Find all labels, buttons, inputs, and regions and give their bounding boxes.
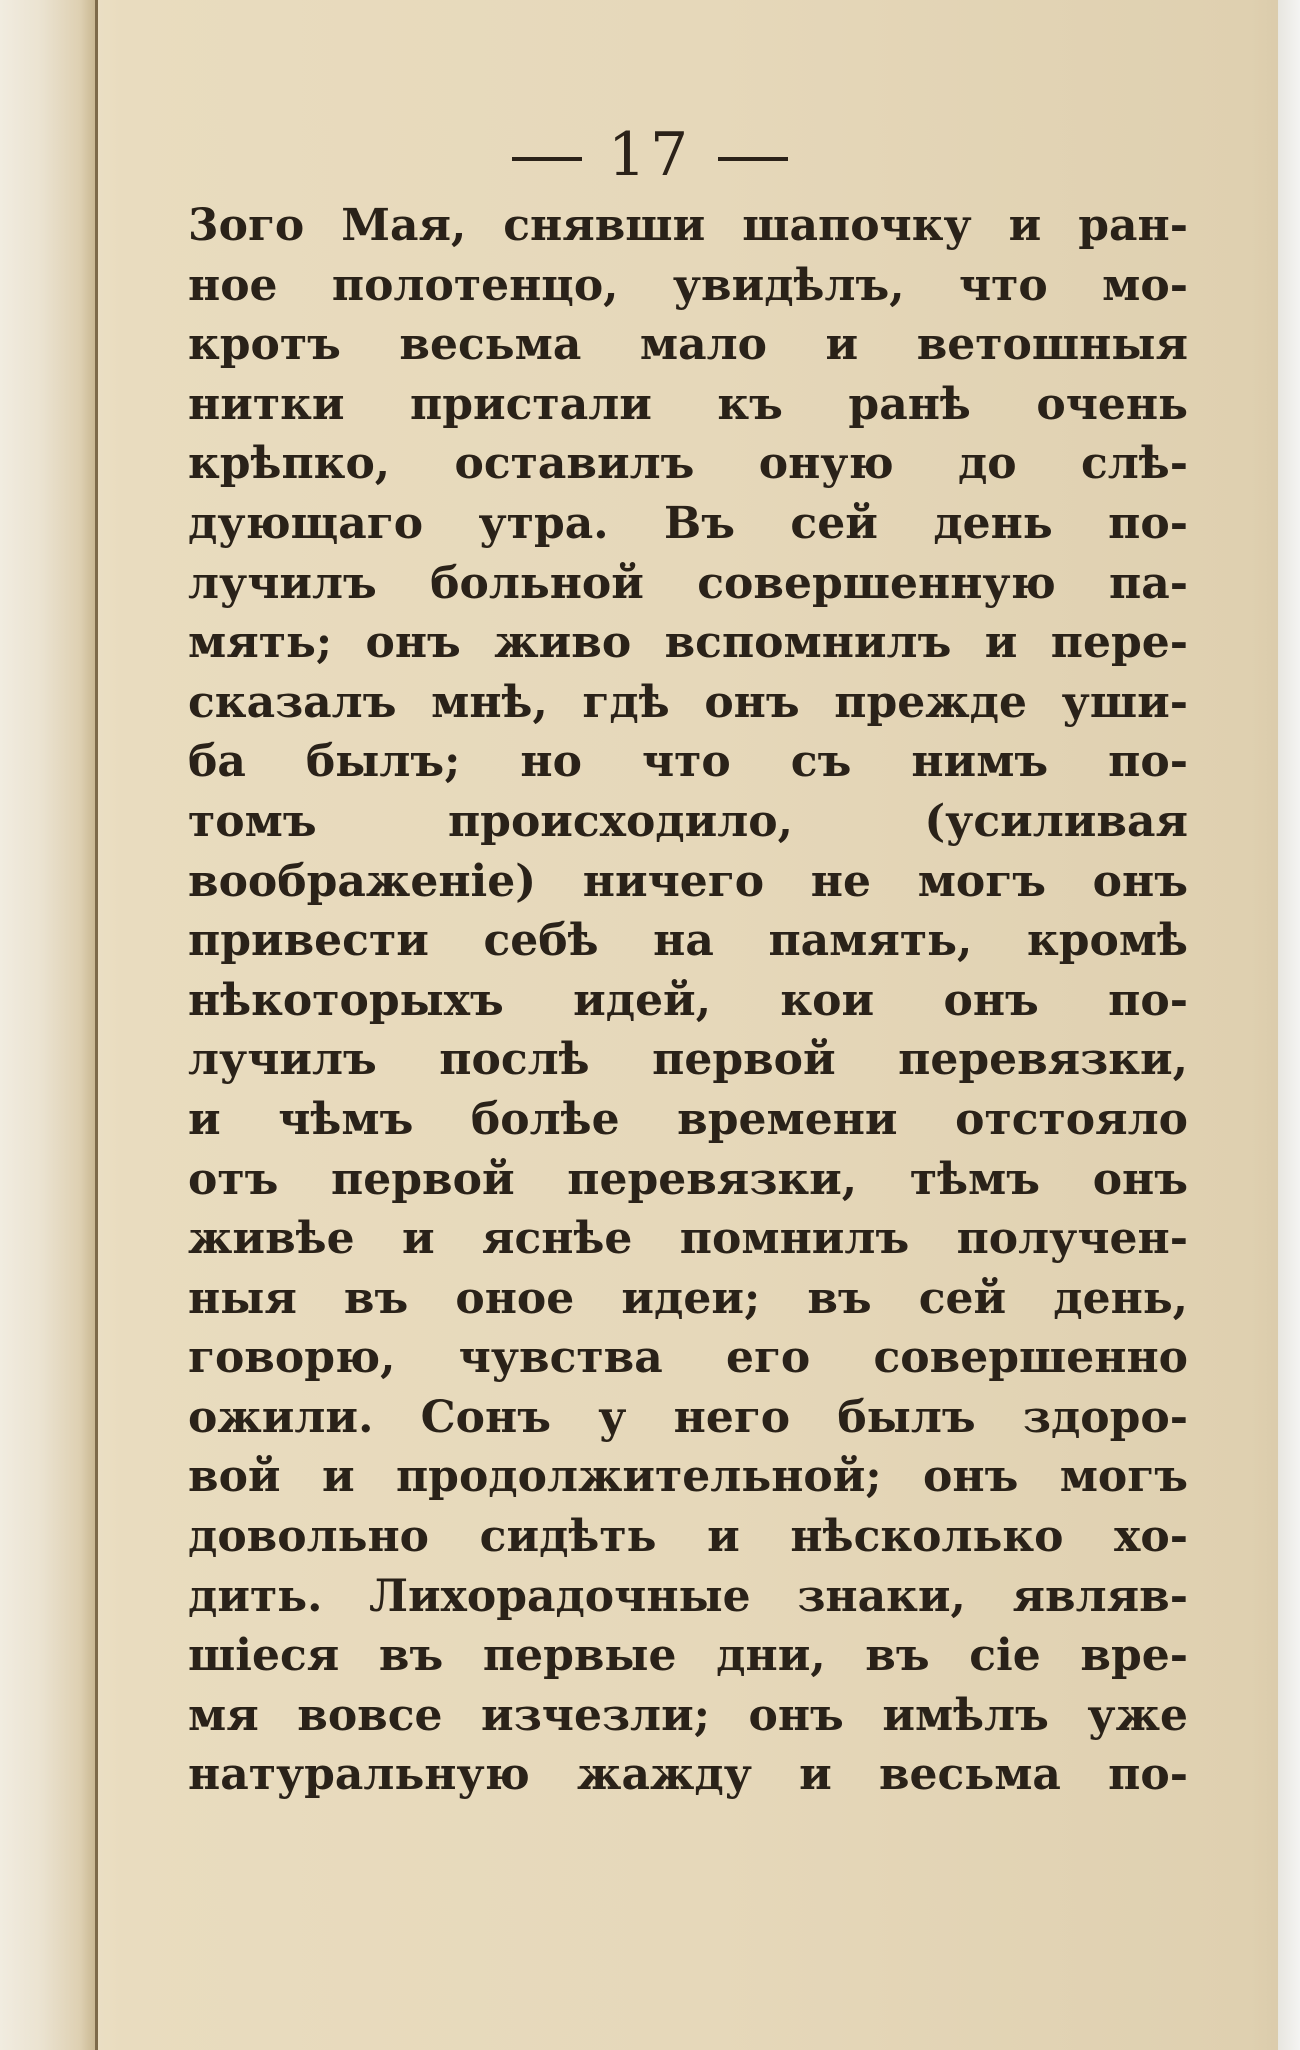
text-line: нитки пристали къ ранѣ очень xyxy=(188,378,1188,430)
text-line: лучилъ больной совершенную па- xyxy=(188,557,1188,609)
text-line: ныя въ оное идеи; въ сей день, xyxy=(188,1272,1188,1324)
text-line: ное полотенцо, увидѣлъ, что мо- xyxy=(188,259,1188,311)
body-text xyxy=(188,196,1188,1805)
text-line: дить. Лихорадочные знаки, являв- xyxy=(188,1570,1188,1622)
header-dash-right xyxy=(718,157,788,161)
text-line: мя вовсе изчезли; онъ имѣлъ уже xyxy=(188,1689,1188,1741)
text-line: ба былъ; но что съ нимъ по- xyxy=(188,736,1188,788)
page-number: 17 xyxy=(607,120,693,190)
page-header xyxy=(0,120,1300,190)
text-line: и чѣмъ болѣе времени отстояло xyxy=(188,1093,1188,1145)
text-line: живѣе и яснѣе помнилъ получен- xyxy=(188,1213,1188,1265)
text-line: 3ого Мая, снявши шапочку и ран- xyxy=(188,200,1188,251)
text-line: привести себѣ на память, кромѣ xyxy=(188,915,1188,967)
page-binding xyxy=(0,0,98,2050)
text-line: отъ первой перевязки, тѣмъ онъ xyxy=(188,1153,1188,1205)
text-line: нѣкоторыхъ идей, кои онъ по- xyxy=(188,974,1188,1026)
text-line: воображеніе) ничего не могъ онъ xyxy=(188,855,1188,907)
text-line: лучилъ послѣ первой перевязки, xyxy=(188,1034,1188,1086)
text-line: крѣпко, оставилъ оную до слѣ- xyxy=(188,438,1188,490)
text-line: дующаго утра. Въ сей день по- xyxy=(188,497,1188,549)
text-line: сказалъ мнѣ, гдѣ онъ прежде уши- xyxy=(188,676,1188,728)
text-line: кротъ весьма мало и ветошныя xyxy=(188,319,1188,371)
text-line: шіеся въ первые дни, въ сіе вре- xyxy=(188,1630,1188,1682)
page-right-edge xyxy=(1278,0,1300,2050)
text-line: томъ происходило, (усиливая xyxy=(188,795,1188,847)
text-line: вой и продолжительной; онъ могъ xyxy=(188,1451,1188,1503)
text-line: говорю, чувства его совершенно xyxy=(188,1332,1188,1384)
text-line: мять; онъ живо вспомнилъ и пере- xyxy=(188,617,1188,669)
text-line: натуральную жажду и весьма по- xyxy=(188,1749,1188,1801)
header-dash-left xyxy=(512,157,582,161)
text-line: ожили. Сонъ у него былъ здоро- xyxy=(188,1391,1188,1443)
text-line: довольно сидѣть и нѣсколько хо- xyxy=(188,1511,1188,1563)
